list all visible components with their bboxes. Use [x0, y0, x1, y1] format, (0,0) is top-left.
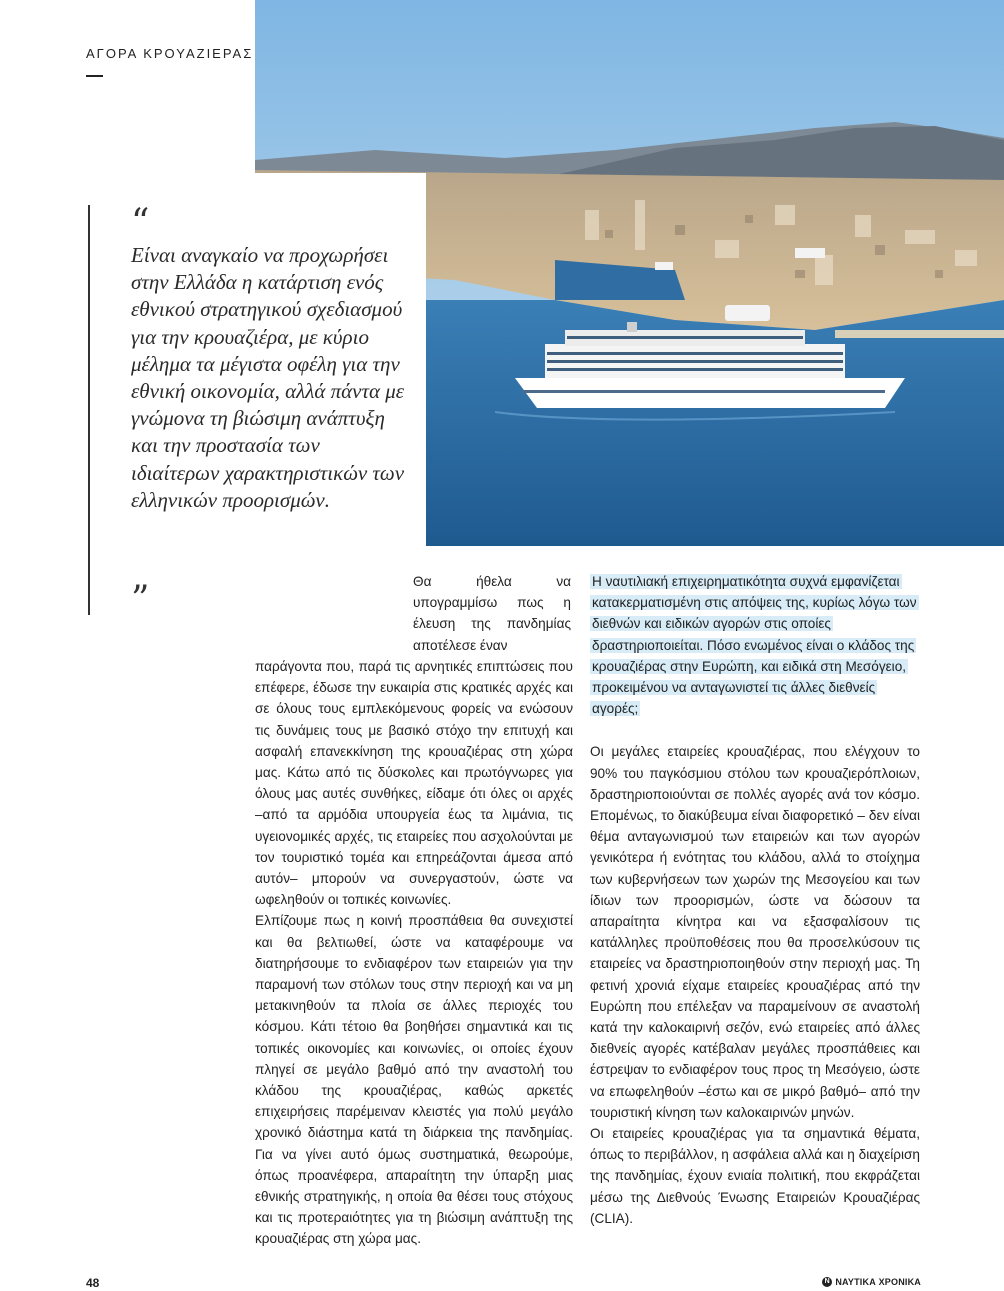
section-label: ΑΓΟΡΑ ΚΡΟΥΑΖΙΕΡΑΣ [86, 46, 254, 61]
page-number: 48 [86, 1276, 100, 1290]
article-column-right [590, 571, 920, 1229]
article-paragraph: Ελπίζουμε πως η κοινή προσπάθεια θα συνεχιστεί και θα βελτιωθεί, ώστε να καταφέρουμε να διατηρήσουμε το ενδιαφέρον των εταιρειών για την παραμονή των στόλων τους στην περιοχή και να μη μετακινηθούν τα πλοία σε άλλες περιοχές του κόσμου. Κάτι τέτοιο θα βοηθήσει σημαντικά και τις τοπικές οικονομίες και κοινωνίες, οι οποίες έχουν πληγεί σε μεγάλο βαθμό από την αναστολή του κλάδου της κρουαζιέρας, καθώς αρκετές επιχειρήσεις παρέμειναν κλειστές για πολύ μεγάλο χρονικό διάστημα κατά τη διάρκεια της πανδημίας. Για να γίνει αυτό όμως συστηματικά, θεωρούμε, όπως προανέφερα, απαραίτητη την ύπαρξη μιας εθνικής στρατηγικής, η οποία θα θέσει τους στόχους και τις προτεραιότητες για τη βιώσιμη ανάπτυξη της κρουαζιέρας στη χώρα μας. [255, 913, 573, 1247]
open-quote-icon: “ [131, 202, 150, 243]
pull-quote: Είναι αναγκαίο να προχωρήσει στην Ελλάδα η κατάρτιση ενός εθνικού στρατηγικού σχεδιασμού για την κρουαζιέρα, με κύριο μέλημα τα μέγιστα οφέλη για την εθνική οικονομία, αλλά πάντα με γνώμονα τη βιώσιμη ανάπτυξη και την προστασία των ιδιαίτερων χαρακτηριστικών των ελληνικών προορισμών. [131, 243, 405, 512]
interview-question [590, 571, 920, 719]
close-quote-icon: ” [131, 579, 150, 620]
article-intro: Θα ήθελα να υπογραμμίσω πως η έλευση της πανδημίας αποτέλεσε έναν [413, 574, 571, 653]
question-text: Η ναυτιλιακή επιχειρηματικότητα συχνά εμφανίζεται κατακερματισμένη στις απόψεις της, κυρίως λόγω των διεθνών και ειδικών αγορών στις οποίες δραστηριοποιείται. Πόσο ενωμένος είναι ο κλάδος της κρουαζιέρας στην Ευρώπη, και ειδικά στη Μεσόγειο, προκειμένου να ανταγωνιστεί τις άλλες διεθνείς αγορές; [592, 574, 917, 717]
brand-logo-icon: N [822, 1277, 832, 1287]
article-paragraph: Οι μεγάλες εταιρείες κρουαζιέρας, που ελέγχουν το 90% του παγκόσμιου στόλου των κρουαζιερόπλοιων, δραστηριοποιούνται σε πολλές αγορές ανά τον κόσμο. Επομένως, το διακύβευμα είναι διαφορετικό – δεν είναι θέμα ανταγωνισμού των εταιρειών και των αγορών γενικότερα ή ενότητας του κλάδου, αλλά το στοίχημα των κυβερνήσεων των χωρών της Μεσογείου και των ίδιων των προορισμών, ώστε να δώσουν τα απαραίτητα κίνητρα και να εξασφαλίσουν τις κατάλληλες προϋποθέσεις που θα προσελκύσουν τις εταιρείες να δραστηριοποιηθούν στην περιοχή μας. Τη φετινή χρονιά είχαμε εταιρείες κρουαζιέρας από την Ευρώπη που επέλεξαν να παραμείνουν σε αναστολή κατά την καλοκαιρινή σεζόν, ενώ εταιρείες από άλλες διεθνείς αγορές κατέβαλαν μεγάλες προσπάθειες και έστρεψαν το ενδιαφέρον τους προς τη Μεσόγειο, ώστε να επωφεληθούν –έστω και σε μικρό βαθμό– από την τουριστική κίνηση των καλοκαιρινών μηνών. [590, 744, 920, 1120]
article-paragraph: Οι εταιρείες κρουαζιέρας για τα σημαντικά θέματα, όπως το περιβάλλον, η ασφάλεια αλλά και η διαχείριση της πανδημίας, έχουν ενιαία πολιτική, που εκφράζεται μέσω της Διεθνούς Ένωσης Εταιρειών Κρουαζιέρας (CLIA). [590, 1126, 920, 1226]
quote-rule [88, 205, 90, 615]
brand-footer [822, 1277, 921, 1287]
article-column-middle [255, 656, 573, 1250]
section-divider [86, 75, 103, 77]
article-paragraph: παράγοντα που, παρά τις αρνητικές επιπτώσεις που επέφερε, έδωσε την ευκαιρία στις κρατικές αρχές και σε όλους τους εμπλεκόμενους φορείς να ενώσουν τις δυνάμεις τους με βασικό στόχο την επιτυχή και ασφαλή επανεκκίνηση της κρουαζιέρας στη χώρα μας. Κάτω από τις δύσκολες και πρωτόγνωρες για όλους μας αυτές συνθήκες, είδαμε ότι όλες οι αρχές –από τα αρμόδια υπουργεία έως τα λιμάνια, τις υγειονομικές αρχές, τις εταιρείες που ασχολούνται με τον τουριστικό τομέα και επηρεάζονται άμεσα από αυτόν– μπορούν να συνεργαστούν, ώστε να ωφεληθούν οι τοπικές κοινωνίες. [255, 659, 573, 908]
brand-name: ΝΑΥΤΙΚΑ ΧΡΟΝΙΚΑ [835, 1277, 921, 1287]
